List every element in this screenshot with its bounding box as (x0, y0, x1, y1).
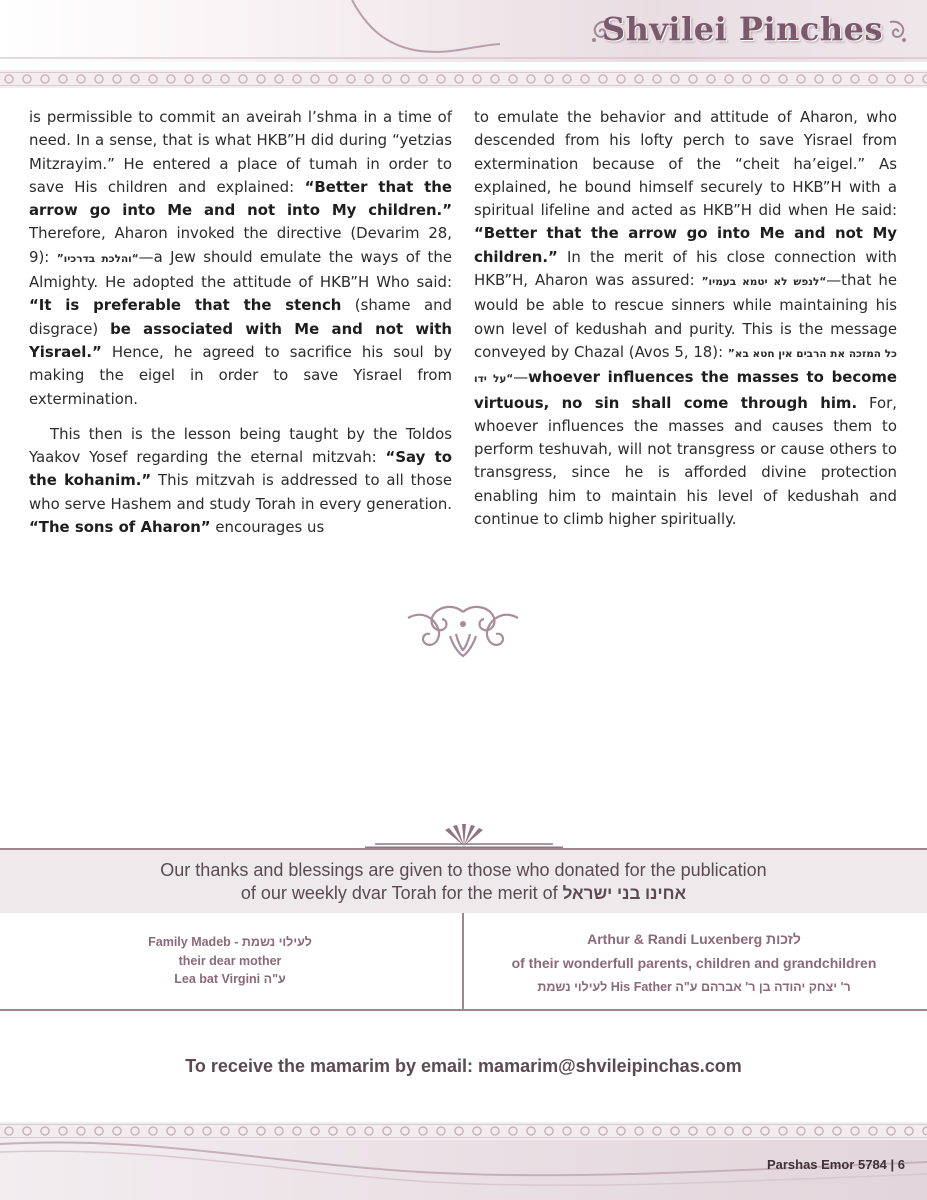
hebrew-quote: ”כל המזכה את הרבים אין חטא בא על ידו“ (474, 347, 897, 386)
email-subscribe-line: To receive the mamarim by email: mamarim@shvileipinchas.com (185, 1056, 742, 1076)
dedication-right (480, 927, 908, 999)
bold-phrase: “Say to the kohanim.” (29, 448, 452, 490)
text-run: encourages us (210, 518, 325, 537)
thanks-line-2-hebrew: אחינו בני ישראל (562, 884, 687, 903)
masthead-right-flourish-icon (884, 18, 910, 44)
dedication-left (90, 933, 370, 989)
text-run: This mitzvah is addressed to all those who serve Hashem and study Torah in every generation. (29, 471, 452, 513)
masthead-title: Shvilei Pinches (601, 10, 883, 48)
page-number-label: Parshas Emor 5784 | 6 (766, 1157, 905, 1172)
dedication-left-line-3: Lea bat Virgini ע"ה (174, 972, 286, 986)
dedication-right-line-3: לעילוי נשמת His Father ר' יצחק יהודה בן ר' אברהם ע"ה (537, 980, 851, 994)
dedication-row (0, 913, 927, 1011)
text-run: Therefore, Aharon invoked the directive (Devarim 28, 9): (29, 224, 452, 266)
dedication-divider (462, 913, 464, 1009)
text-run: This then is the lesson being taught by the Toldos Yaakov Yosef regarding the eternal mitzvah: (29, 424, 452, 467)
text-run: —that he would be able to rescue sinners while maintaining his own level of kedushah and purity. This is the message conveyed by Chazal (Avos 5, 18): (474, 271, 897, 361)
bold-phrase: whoever influences the masses to become virtuous, no sin shall come through him. (474, 368, 898, 412)
dedication-right-line-2: of their wonderfull parents, children and grandchildren (511, 955, 877, 971)
bold-phrase: “It is preferable that the stench (29, 296, 342, 315)
bold-phrase: “Better that the arrow go into Me and not My children.” (474, 224, 897, 266)
thanks-line-2-text: of our weekly dvar Torah for the merit of (240, 883, 558, 903)
dedication-right-line-1: Arthur & Randi Luxenberg לזכות (587, 931, 801, 947)
text-run: —a Jew should emulate the ways of the Almighty. He adopted the attitude of HKB”H Who said: (29, 247, 452, 292)
text-run: is permissible to commit an aveirah l’shma in a time of need. In a sense, that is what HKB”H did during “yetzias Mitzrayim.” He entered a place of tumah in order to save His children and explained: (29, 108, 452, 196)
text-run: (shame and disgrace) (29, 296, 452, 338)
hebrew-quote: ”לנפש לא יטמא בעמיו“ (701, 276, 827, 289)
center-scroll-ornament-icon (404, 604, 522, 658)
text-run: For, whoever influences the masses and causes them to perform teshuvah, will not transgress or cause others to transgress, since he is afforded divine protection enabling him to maintain his level of kedushah and continue to climb higher spiritually. (474, 393, 898, 529)
left-paragraph-2 (29, 423, 452, 539)
thanks-line-2 (241, 883, 686, 903)
thanks-banner (0, 848, 927, 915)
hebrew-quote: ”והלכת בדרכיו“ (56, 252, 139, 265)
bold-phrase: “The sons of Aharon” (29, 518, 211, 537)
bold-phrase: “Better that the arrow go into Me and not into My children.” (29, 177, 452, 220)
thanks-line-1: Our thanks and blessings are given to those who donated for the publication (160, 860, 767, 880)
left-text-column (29, 106, 452, 539)
right-text-column (474, 106, 897, 531)
left-paragraph-1 (29, 106, 452, 411)
bold-phrase: be associated with Me and not with Yisrael.” (29, 319, 453, 361)
text-run: to emulate the behavior and attitude of Aharon, who descended from his lofty perch to save Yisrael from extermination because of the “cheit ha’eigel.” As explained, he bound himself securely to HKB”H with a spiritual lifeline and acted as HKB”H did when He said: (474, 108, 897, 220)
right-paragraph-1 (474, 106, 897, 531)
text-run: Hence, he agreed to sacrifice his soul by making the eigel in order to save Yisrael from extermination. (29, 342, 452, 408)
dedication-left-line-1: Family Madeb - לעילוי נשמת (148, 935, 312, 949)
text-run: In the merit of his close connection with HKB”H, Aharon was assured: (474, 247, 897, 290)
text-run: — (513, 368, 529, 387)
dedication-left-line-2: their dear mother (178, 953, 282, 968)
top-lace-border (0, 70, 927, 88)
